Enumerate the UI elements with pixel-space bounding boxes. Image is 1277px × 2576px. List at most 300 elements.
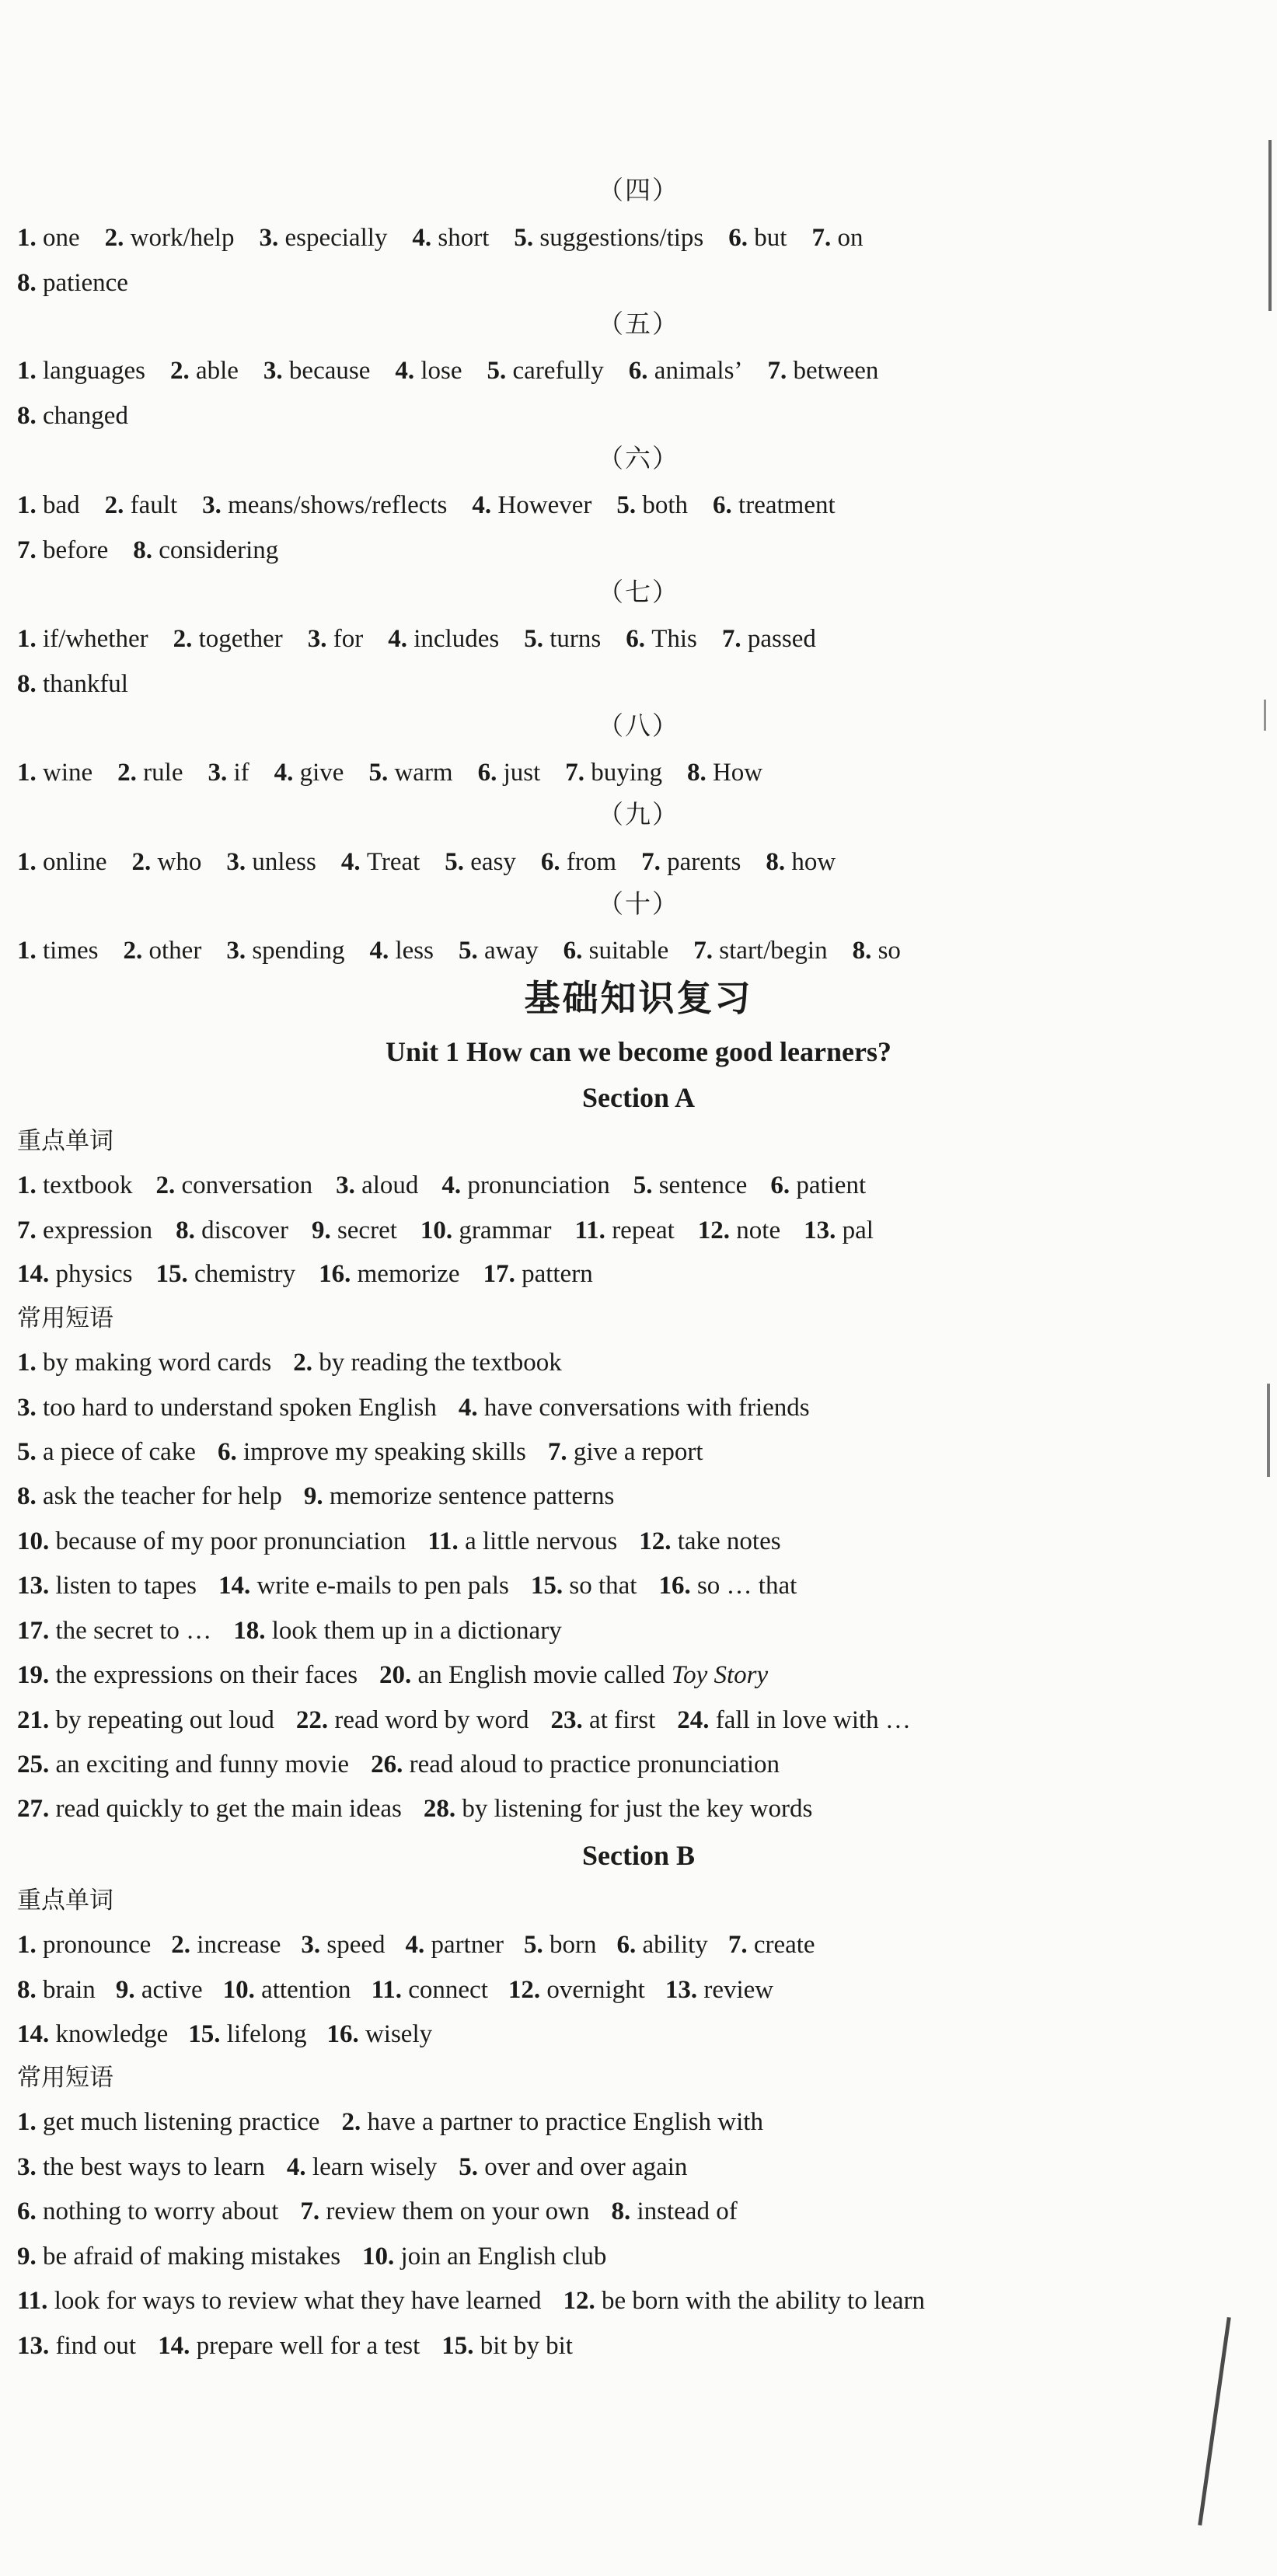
answer-item (713, 491, 836, 519)
item-number: 2. (169, 357, 196, 385)
answer-item (379, 1661, 768, 1689)
item-number: 11. (371, 1976, 409, 2004)
answer-item (541, 848, 616, 876)
item-number: 6. (628, 357, 654, 385)
item-text: warm (394, 759, 453, 787)
answer-item (424, 1795, 812, 1823)
item-text: patient (796, 1171, 867, 1199)
answer-item (17, 2108, 319, 2136)
answer-item (626, 625, 697, 653)
answer-item (293, 1349, 562, 1377)
item-text: between (793, 357, 879, 385)
answer-item (420, 1216, 552, 1244)
item-number: 16. (658, 1572, 697, 1600)
answer-line (17, 846, 1246, 878)
item-text: be born with the ability to learn (601, 2287, 926, 2315)
answer-item (698, 1216, 780, 1244)
item-number: 1. (17, 937, 43, 965)
item-text: chemistry (194, 1260, 296, 1288)
answer-item (17, 1260, 133, 1288)
item-text: animals’ (654, 357, 743, 385)
item-number: 4. (286, 2153, 312, 2181)
answer-item (133, 536, 278, 564)
item-number: 22. (295, 1706, 335, 1734)
item-text: because of my poor pronunciation (55, 1527, 406, 1555)
answer-item (406, 1931, 504, 1959)
answer-item (17, 1976, 96, 2004)
item-text: so (878, 937, 901, 965)
item-text: create (753, 1931, 815, 1959)
item-number: 9. (17, 2243, 43, 2271)
item-number: 8. (611, 2197, 637, 2225)
item-text: an exciting and funny movie (55, 1750, 350, 1778)
item-number: 12. (697, 1216, 737, 1244)
answer-item (17, 1661, 358, 1689)
item-text: thankful (43, 670, 128, 698)
answer-line (17, 1346, 1246, 1379)
section-a-title: Section A (581, 1082, 695, 1113)
answer-item (312, 1216, 397, 1244)
item-number: 1. (17, 625, 43, 653)
item-number: 7. (547, 1438, 574, 1466)
answer-item (300, 2197, 589, 2225)
answer-item (639, 1527, 780, 1555)
item-text: times (43, 937, 99, 965)
answer-item (202, 491, 447, 519)
answer-item (226, 848, 316, 876)
answer-line (17, 2285, 1246, 2317)
item-text: fall in love with … (715, 1706, 911, 1734)
answer-item (17, 2020, 168, 2048)
item-number: 17. (483, 1260, 522, 1288)
answer-item (17, 269, 128, 297)
answer-item (17, 2197, 278, 2225)
item-text: give a report (573, 1438, 703, 1466)
item-text: pronunciation (467, 1171, 610, 1199)
item-number: 9. (303, 1482, 330, 1510)
item-text: prepare well for a test (196, 2332, 420, 2360)
item-number: 10. (222, 1976, 262, 2004)
answer-line (17, 222, 1246, 254)
answer-item (17, 1795, 402, 1823)
item-number: 13. (17, 2332, 56, 2360)
item-number: 25. (17, 1750, 56, 1778)
item-number: 26. (371, 1750, 410, 1778)
item-text: read word by word (334, 1706, 529, 1734)
item-number: 1. (17, 848, 43, 876)
movie-title: Toy Story (671, 1661, 769, 1689)
item-text: pronounce (43, 1931, 152, 1959)
answer-item (17, 491, 80, 519)
item-number: 1. (17, 1171, 43, 1199)
item-number: 8. (17, 1482, 43, 1510)
item-number: 27. (17, 1795, 56, 1823)
item-number: 2. (104, 491, 131, 519)
answer-line (17, 1258, 1246, 1290)
exercise-heading: （五） (598, 311, 679, 339)
item-text: at first (589, 1706, 656, 1734)
item-text: grammar (459, 1216, 552, 1244)
item-number: 5. (514, 224, 540, 252)
unit-title: Unit 1 How can we become good learners? (386, 1036, 891, 1067)
answer-line (17, 2018, 1246, 2051)
item-text: suitable (588, 937, 669, 965)
item-number: 1. (17, 759, 43, 787)
item-number: 6. (17, 2197, 43, 2225)
answer-item (563, 937, 669, 965)
item-number: 3. (202, 491, 229, 519)
item-number: 11. (427, 1527, 466, 1555)
item-text: by reading the textbook (319, 1349, 562, 1377)
answer-item (371, 1750, 780, 1778)
answer-line (17, 2195, 1246, 2228)
answer-item (308, 625, 363, 653)
item-number: 5. (523, 1931, 550, 1959)
answer-item (173, 625, 283, 653)
item-text: for (333, 625, 364, 653)
answer-item (304, 1482, 615, 1510)
item-text: How (712, 759, 763, 787)
item-number: 1. (17, 491, 43, 519)
answer-item (611, 2197, 737, 2225)
item-text: brain (43, 1976, 96, 2004)
item-text: if/whether (43, 625, 148, 653)
item-number: 6. (626, 625, 652, 653)
answer-item (17, 1617, 211, 1645)
item-number: 4. (458, 1394, 484, 1422)
item-text: by making word cards (43, 1349, 272, 1377)
item-text: over and over again (484, 2153, 688, 2181)
answer-item (687, 759, 762, 787)
item-number: 1. (17, 357, 43, 385)
item-number: 2. (293, 1349, 319, 1377)
item-number: 4. (412, 224, 438, 252)
answer-item (524, 1931, 597, 1959)
item-number: 5. (17, 1438, 43, 1466)
item-text: a little nervous (465, 1527, 618, 1555)
item-text: instead of (637, 2197, 738, 2225)
item-number: 13. (665, 1976, 704, 2004)
item-number: 13. (17, 1572, 56, 1600)
item-text: write e-mails to pen pals (256, 1572, 509, 1600)
answer-item (17, 1706, 274, 1734)
item-text: find out (55, 2332, 137, 2360)
item-number: 14. (17, 2020, 56, 2048)
item-text: easy (470, 848, 516, 876)
answer-item (459, 937, 539, 965)
answer-item (170, 357, 239, 385)
item-text: read aloud to practice pronunciation (409, 1750, 780, 1778)
answer-item (17, 937, 99, 965)
item-number: 6. (770, 1171, 797, 1199)
item-text: read quickly to get the main ideas (55, 1795, 402, 1823)
answer-item (17, 759, 92, 787)
item-number: 5. (445, 848, 471, 876)
item-number: 15. (530, 1572, 570, 1600)
item-number: 5. (487, 357, 513, 385)
answer-line (17, 1929, 1246, 1961)
answer-item (508, 1976, 645, 2004)
answer-item (17, 1750, 349, 1778)
item-number: 3. (263, 357, 289, 385)
answer-item (770, 1171, 866, 1199)
item-text: means/shows/reflects (228, 491, 448, 519)
answer-item (804, 1216, 874, 1244)
answer-line (17, 1569, 1246, 1602)
item-number: 7. (693, 937, 720, 965)
review-title: 基础知识复习 (524, 977, 753, 1019)
answer-item (171, 1931, 281, 1959)
item-text: from (566, 848, 617, 876)
item-number: 12. (508, 1976, 547, 2004)
item-text: join an English club (400, 2243, 607, 2271)
exercise-heading: （八） (598, 713, 679, 741)
item-text: but (754, 224, 787, 252)
answer-line (17, 1614, 1246, 1647)
item-number: 6. (713, 491, 739, 519)
answer-item (17, 625, 148, 653)
answer-item (766, 848, 836, 876)
item-number: 3. (301, 1931, 327, 1959)
item-number: 8. (133, 536, 159, 564)
item-text: who (157, 848, 202, 876)
item-number: 14. (218, 1572, 257, 1600)
item-number: 2. (104, 224, 131, 252)
item-number: 18. (233, 1617, 272, 1645)
item-text: before (43, 536, 109, 564)
answer-item (17, 1931, 151, 1959)
answer-line (17, 934, 1246, 967)
answer-item (296, 1706, 529, 1734)
item-number: 19. (17, 1661, 56, 1689)
item-number: 3. (307, 625, 333, 653)
item-number: 4. (340, 848, 367, 876)
item-number: 15. (188, 2020, 227, 2048)
answer-item (372, 1976, 488, 2004)
answer-item (105, 224, 235, 252)
item-text: ask the teacher for help (43, 1482, 282, 1510)
answer-item (514, 224, 703, 252)
item-text: textbook (43, 1171, 133, 1199)
item-text: the best ways to learn (43, 2153, 265, 2181)
item-text: passed (747, 625, 816, 653)
item-text: nothing to worry about (43, 2197, 279, 2225)
answer-item (117, 759, 183, 787)
item-number: 3. (208, 759, 234, 787)
item-text: fault (130, 491, 178, 519)
answer-line (17, 2106, 1246, 2138)
item-number: 11. (17, 2287, 54, 2315)
item-number: 5. (616, 491, 643, 519)
item-text: Treat (366, 848, 420, 876)
item-text: start/begin (719, 937, 828, 965)
section-a-vocab-label: 重点单词 (17, 1127, 113, 1155)
answer-item (767, 357, 878, 385)
answer-line (17, 267, 1246, 299)
answer-item (259, 224, 387, 252)
item-text: especially (284, 224, 388, 252)
answer-item (17, 1482, 282, 1510)
scan-edge-mark (1268, 140, 1272, 311)
answer-item (233, 1617, 562, 1645)
item-number: 6. (477, 759, 504, 787)
item-text: look for ways to review what they have learned (54, 2287, 542, 2315)
item-number: 6. (728, 224, 755, 252)
item-number: 6. (616, 1931, 643, 1959)
answer-item (17, 357, 145, 385)
item-number: 28. (423, 1795, 462, 1823)
answer-item (565, 759, 662, 787)
item-text: short (438, 224, 490, 252)
item-text: This (651, 625, 697, 653)
answer-item (487, 357, 604, 385)
answer-item (472, 491, 591, 519)
item-text: review (703, 1976, 774, 2004)
item-text: attention (261, 1976, 351, 2004)
item-number: 2. (173, 625, 199, 653)
answer-line (17, 1436, 1246, 1468)
answer-line (17, 1480, 1246, 1513)
answer-item (17, 1349, 271, 1377)
item-number: 4. (441, 1171, 468, 1199)
exercise-heading: （六） (598, 445, 679, 473)
item-text: give (299, 759, 344, 787)
item-text: partner (431, 1931, 504, 1959)
answer-line (17, 1748, 1246, 1781)
item-text: active (141, 1976, 203, 2004)
item-text: together (198, 625, 283, 653)
item-text: memorize (357, 1260, 460, 1288)
section-b-title: Section B (581, 1840, 695, 1871)
answer-item (551, 1706, 656, 1734)
item-number: 8. (852, 937, 878, 965)
answer-item (412, 224, 489, 252)
item-number: 16. (326, 2020, 365, 2048)
answer-item (17, 1527, 406, 1555)
item-number: 7. (721, 625, 748, 653)
scan-edge-mark (1264, 700, 1266, 731)
item-text: so … that (696, 1572, 797, 1600)
item-text: on (837, 224, 864, 252)
answer-item (17, 2332, 136, 2360)
item-number: 2. (341, 2108, 368, 2136)
answer-line (17, 354, 1246, 387)
answer-item (17, 2287, 541, 2315)
item-text: have conversations with friends (483, 1394, 810, 1422)
item-text: because (288, 357, 371, 385)
answer-item (218, 1438, 526, 1466)
answer-line (17, 489, 1246, 522)
answer-item (188, 2020, 306, 2048)
item-text: spending (252, 937, 345, 965)
item-text: buying (591, 759, 662, 787)
item-number: 7. (811, 224, 838, 252)
answer-line (17, 1974, 1246, 2006)
item-number: 12. (563, 2287, 602, 2315)
item-number: 7. (767, 357, 794, 385)
item-text: have a partner to practice English with (367, 2108, 763, 2136)
answer-item (263, 357, 370, 385)
answer-item (17, 1216, 152, 1244)
item-number: 15. (441, 2332, 480, 2360)
item-text: improve my speaking skills (242, 1438, 526, 1466)
answer-item (853, 937, 901, 965)
item-text: how (791, 848, 836, 876)
answer-line (17, 1525, 1246, 1558)
item-number: 6. (563, 937, 589, 965)
answer-item (368, 759, 452, 787)
item-number: 11. (574, 1216, 612, 1244)
item-text: work/help (130, 224, 235, 252)
section-b-phrase-label: 常用短语 (17, 2064, 113, 2092)
answer-item (17, 1438, 196, 1466)
answer-line (17, 668, 1246, 700)
answer-line (17, 1704, 1246, 1737)
item-text: secret (337, 1216, 397, 1244)
answer-line (17, 400, 1246, 432)
item-text: carefully (512, 357, 604, 385)
item-text: wisely (365, 2020, 433, 2048)
item-number: 4. (388, 625, 414, 653)
answer-item (658, 1572, 797, 1600)
item-text: lifelong (226, 2020, 307, 2048)
answer-item (563, 2287, 925, 2315)
item-text: other (148, 937, 202, 965)
answer-line (17, 2330, 1246, 2362)
answer-item (575, 1216, 675, 1244)
answer-item (156, 1260, 296, 1288)
item-number: 3. (17, 2153, 43, 2181)
item-text: rule (143, 759, 183, 787)
item-number: 2. (155, 1171, 182, 1199)
answer-item (158, 2332, 420, 2360)
item-text: includes (413, 625, 500, 653)
answer-item (319, 1260, 459, 1288)
item-text: less (395, 937, 434, 965)
item-number: 23. (550, 1706, 590, 1734)
item-text: both (642, 491, 689, 519)
item-text: get much listening practice (43, 2108, 320, 2136)
item-text: bit by bit (480, 2332, 573, 2360)
item-text: parents (667, 848, 741, 876)
item-number: 1. (17, 224, 43, 252)
item-text: pal (842, 1216, 874, 1244)
answer-item (677, 1706, 911, 1734)
item-number: 4. (369, 937, 396, 965)
item-text: expression (43, 1216, 153, 1244)
item-text: bad (43, 491, 80, 519)
answer-item (388, 625, 499, 653)
item-text: the secret to … (55, 1617, 212, 1645)
item-text: wine (43, 759, 93, 787)
item-text: too hard to understand spoken English (43, 1394, 437, 1422)
answer-line (17, 1214, 1246, 1247)
answer-line (17, 1659, 1246, 1691)
item-text: knowledge (55, 2020, 169, 2048)
item-text: aloud (361, 1171, 419, 1199)
answer-item (811, 224, 863, 252)
answer-item (226, 937, 344, 965)
item-text: by repeating out loud (55, 1706, 274, 1734)
answer-line (17, 1169, 1246, 1202)
item-text: physics (55, 1260, 133, 1288)
item-number: 2. (123, 937, 149, 965)
exercise-heading: （九） (598, 801, 679, 829)
item-text: suggestions/tips (539, 224, 704, 252)
item-number: 8. (686, 759, 713, 787)
item-text: connect (408, 1976, 488, 2004)
item-number: 10. (420, 1216, 459, 1244)
